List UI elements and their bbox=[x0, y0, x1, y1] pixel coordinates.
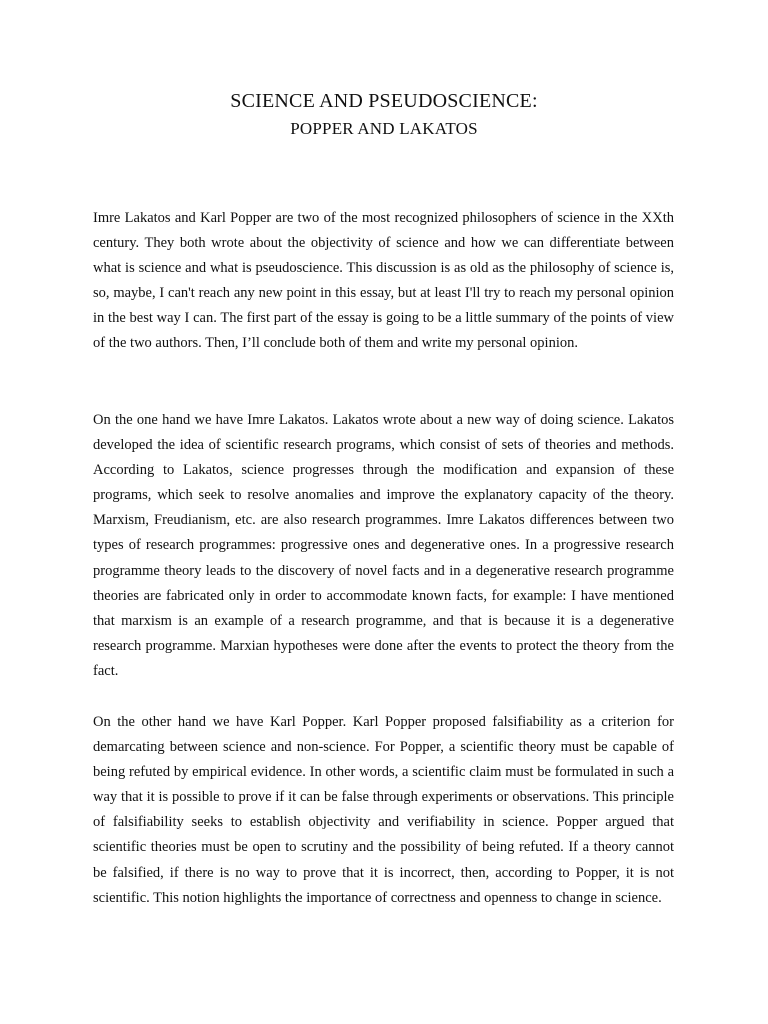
paragraph-intro: Imre Lakatos and Karl Popper are two of the most recognized philosophers of science in the XXth century. They both wrote about the objectivity of science and how we can differentiate between what is science and what is pseudoscience. This discussion is as old as the philosophy of science is, so, maybe, I can't reach any new point in this essay, but at least I'll try to reach my personal opinion in the best way I can. The first part of the essay is going to be a little summary of the points of view of the two authors. Then, I’ll conclude both of them and write my personal opinion. bbox=[93, 210, 674, 352]
paragraph-popper: On the other hand we have Karl Popper. Karl Popper proposed falsifiability as a criterion for demarcating between science and non-science. For Popper, a scientific theory must be capable of being refuted by empirical evidence. In other words, a scientific claim must be formulated in such a way that it is possible to prove if it can be false through experiments or observations. This principle of falsifiability seeks to establish objectivity and verifiability in science. Popper argued that scientific theories must be open to scrutiny and the possibility of being refuted. If a theory cannot be falsified, if there is no way to prove that it is incorrect, then, according to Popper, it is not scientific. This notion highlights the importance of correctness and openness to change in science. bbox=[93, 714, 674, 906]
paragraph-lakatos: On the one hand we have Imre Lakatos. Lakatos wrote about a new way of doing science. Lakatos developed the idea of scientific research programs, which consist of sets of theories and methods. According to Lakatos, science progresses through the modification and expansion of these programs, which seek to resolve anomalies and improve the explanatory capacity of the theory. Marxism, Freudianism, etc. are also research programmes. Imre Lakatos differences between two types of research programmes: progressive ones and degenerative ones. In a progressive research programme theory leads to the discovery of novel facts and in a degenerative research programme theories are fabricated only in order to accommodate known facts, for example: I have mentioned that marxism is an example of a research programme, and that is because it is a degenerative research programme. Marxian hypotheses were done after the events to protect the theory from the fact. bbox=[93, 412, 674, 679]
page-title: SCIENCE AND PSEUDOSCIENCE: bbox=[230, 90, 538, 112]
page-subtitle: POPPER AND LAKATOS bbox=[290, 119, 478, 138]
